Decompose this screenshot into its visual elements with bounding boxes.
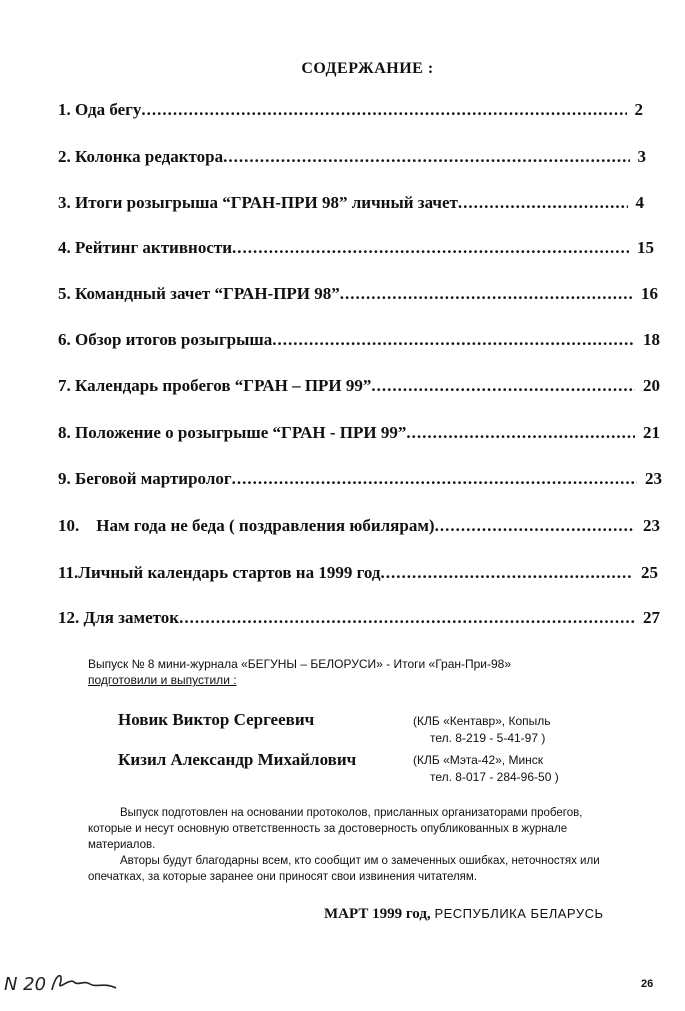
toc-item (58, 469, 662, 489)
toc-item-label: 7. Календарь пробегов “ГРАН – ПРИ 99” (58, 376, 372, 395)
toc-item-page: 16 (641, 284, 658, 303)
toc-item (58, 193, 644, 213)
author-name: Кизил Александр Михайлович (118, 750, 357, 769)
toc-item-label: 2. Колонка редактора (58, 147, 224, 166)
toc-leader-dots (232, 469, 637, 489)
toc-item-label: 9. Беговой мартиролог (58, 469, 232, 488)
issue-prepared-by: подготовили и выпустили : (88, 673, 237, 687)
toc-leader-dots (371, 376, 635, 396)
toc-leader-dots (340, 284, 633, 304)
toc-item-label: 10. Нам года не беда ( поздравления юбилярам) (58, 516, 435, 535)
toc-item (58, 423, 660, 443)
issue-title: Выпуск № 8 мини-журнала «БЕГУНЫ – БЕЛОРУСИ» - Итоги «Гран-При-98» (88, 657, 512, 671)
signature-scribble (52, 976, 116, 990)
toc-item-label: 8. Положение о розыгрыше “ГРАН - ПРИ 99” (58, 423, 407, 442)
toc-item-page: 3 (637, 147, 646, 166)
toc-leader-dots (232, 238, 629, 258)
toc-item-page: 21 (643, 423, 660, 442)
toc-item-label: 12. Для заметок (58, 608, 180, 627)
author-name: Новик Виктор Сергеевич (118, 710, 315, 729)
toc-leader-dots (179, 608, 635, 628)
page-number: 26 (641, 978, 654, 990)
notes-paragraph: Авторы будут благодарны всем, кто сообщит им о замеченных ошибках, неточностях или опечатках, за которые заранее они приносят свои извинения читателям. (88, 855, 600, 883)
toc-item-page: 27 (643, 608, 660, 627)
toc-item-page: 23 (645, 469, 662, 488)
handwritten-note (4, 968, 124, 996)
issue-credits (88, 656, 628, 688)
author-phone: тел. 8-219 - 5-41-97 ) (430, 731, 546, 745)
toc-item-page: 23 (643, 516, 660, 535)
toc-item-page: 20 (643, 376, 660, 395)
toc-leader-dots (435, 516, 635, 536)
toc-item-label: 6. Обзор итогов розыгрыша (58, 330, 273, 349)
editorial-notes (88, 805, 628, 885)
toc-leader-dots (406, 423, 635, 443)
toc-leader-dots (223, 147, 629, 167)
toc-leader-dots (381, 563, 633, 583)
toc-item (58, 563, 658, 583)
toc-leader-dots (141, 100, 626, 120)
toc-item (58, 516, 660, 536)
toc-item-label: 3. Итоги розыгрыша “ГРАН-ПРИ 98” личный зачет (58, 193, 458, 212)
toc-item (58, 608, 660, 628)
toc-leader-dots (272, 330, 635, 350)
toc-title: СОДЕРЖАНИЕ : (301, 60, 434, 77)
publication-place: РЕСПУБЛИКА БЕЛАРУСЬ (434, 906, 604, 921)
toc-item-page: 18 (643, 330, 660, 349)
toc-item-page: 4 (635, 193, 644, 212)
toc-item (58, 100, 643, 120)
toc-item (58, 376, 660, 396)
toc-item-label: 5. Командный зачет “ГРАН-ПРИ 98” (58, 284, 340, 303)
toc-item (58, 147, 646, 167)
author-club: (КЛБ «Мэта-42», Минск (413, 753, 544, 767)
toc-item-page: 2 (634, 100, 643, 119)
handwritten-note-text: N 20 (4, 974, 47, 995)
toc-item-page: 15 (637, 238, 654, 257)
toc-item-label: 4. Рейтинг активности (58, 238, 233, 257)
author-club: (КЛБ «Кентавр», Копыль (413, 714, 551, 728)
toc-item (58, 284, 658, 304)
toc-item-label: 11.Личный календарь стартов на 1999 год (58, 563, 381, 582)
publication-date (324, 906, 604, 923)
toc-item-page: 25 (641, 563, 658, 582)
toc-leader-dots (458, 193, 628, 213)
toc-item (58, 238, 654, 258)
toc-item-label: 1. Ода бегу (58, 100, 142, 119)
notes-paragraph: Выпуск подготовлен на основании протоколов, присланных организаторами пробегов, которые и несут основную ответственность за достоверность опубликованных в журнале материалов. (88, 807, 583, 851)
toc-item (58, 330, 660, 350)
author-phone: тел. 8-017 - 284-96-50 ) (430, 770, 559, 784)
publication-date-text: МАРТ 1999 год, (324, 906, 431, 922)
